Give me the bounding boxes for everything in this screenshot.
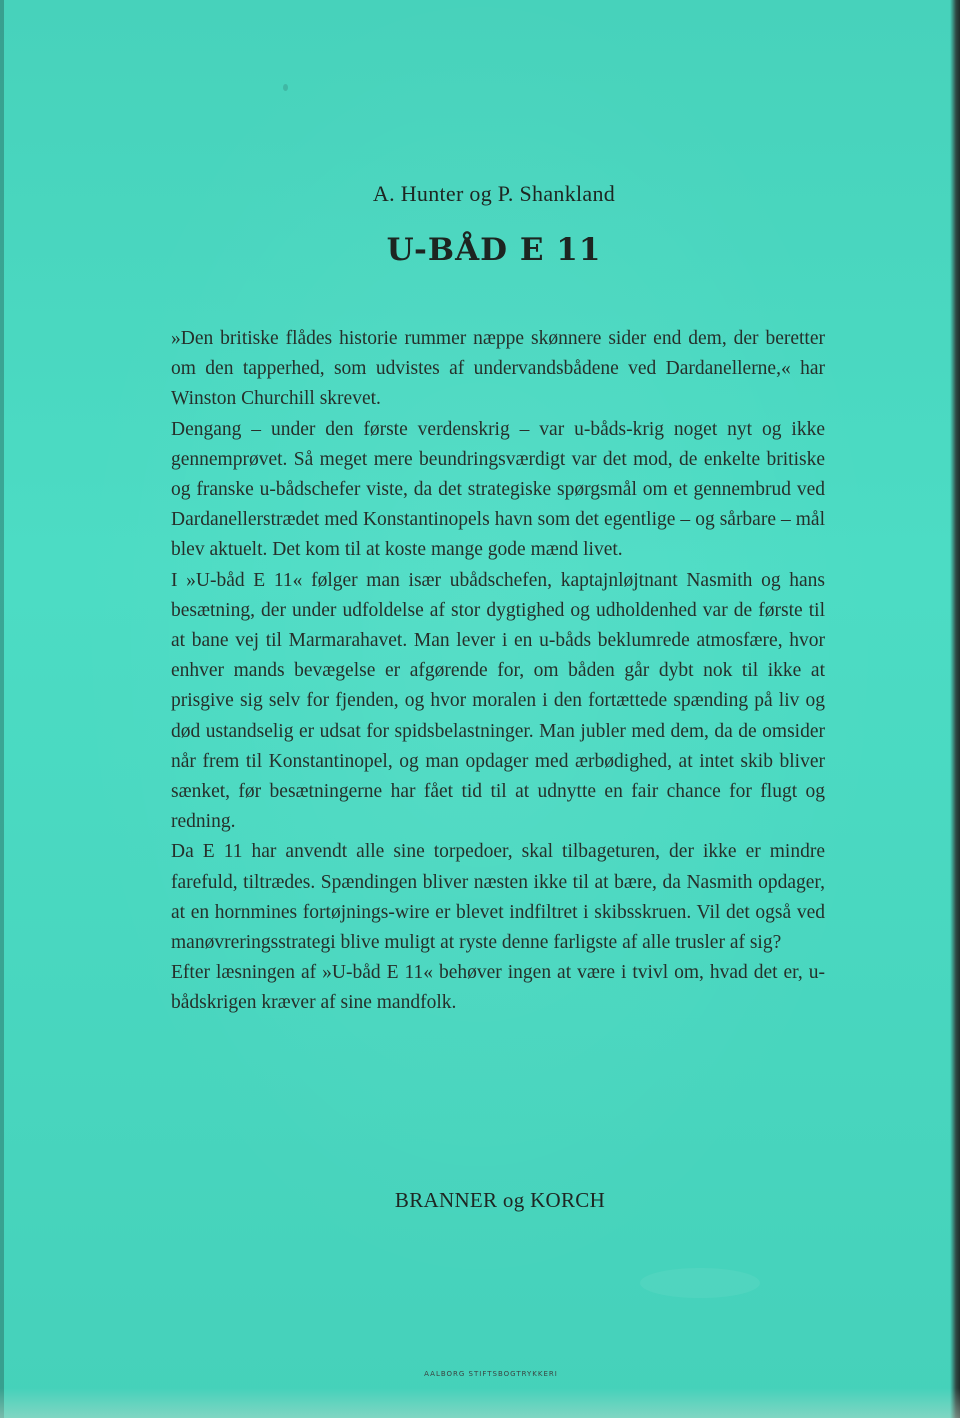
book-title: U-BÅD E 11 bbox=[386, 232, 602, 268]
blurb-paragraph: »Den britiske flådes historie rummer næppe skønnere sider end dem, der beretter om den tapperhed, som udvistes af undervandsbådene ved Dardanellerne,« har Winston Churchill skrevet. bbox=[171, 328, 825, 410]
blurb-paragraph: Efter læsningen af »U-båd E 11« behøver ingen at være i tvivl om, hvad det er, u-bådskrigen kræver af sine mandfolk. bbox=[171, 962, 825, 1014]
blurb-paragraph: Da E 11 har anvendt alle sine torpedoer, skal tilbageturen, der ikke er mindre farefuld, tiltrædes. Spændingen bliver næsten ikke til at bære, da Nasmith opdager, at en hornmines fortøjnings-wire er blevet indfiltret i skibsskruen. Vil det også ved manøvreringsstrategi blive muligt at ryste denne farligste af alle trusler af sig? bbox=[171, 841, 825, 954]
printer-imprint: AALBORG STIFTSBOGTRYKKERI bbox=[424, 1370, 558, 1378]
blurb-paragraph: Dengang – under den første verdenskrig – var u-båds-krig noget nyt og ikke gennemprøvet. Så meget mere beundringsværdigt var det mod, de enkelte britiske og franske u-bådschefer viste, da det strategiske spørgsmål om et gennembrud ved Dardanellerstrædet med Konstantinopels havn som det egentlige – og sårbare – mål blev aktuelt. Det kom til at koste mange gode mænd livet. bbox=[171, 418, 825, 561]
book-authors: A. Hunter og P. Shankland bbox=[372, 181, 616, 206]
publisher-name: BRANNER og KORCH bbox=[394, 1188, 606, 1212]
cover-worn-bottom-edge bbox=[0, 1388, 960, 1418]
blurb-paragraph: I »U-båd E 11« følger man især ubådschefen, kaptajnløjtnant Nasmith og hans besætning, der under udfoldelse af stor dygtighed og udholdenhed var de første til at bane vej til Marmarahavet. Man lever i en u-båds beklumrede atmosfære, hvor enhver mands bevægelse er afgørende for, om båden går dybt nok til ikke at prisgive sig selv for fjenden, og hvor moralen i den fortættede spænding på liv og død ustandselig er udsat for spidsbelastninger. Man jubler med dem, da de omsider når frem til Konstantinopel, og man opdager med ærbødighed, at intet skib bliver sænket, før besætningerne har fået tid til at udnytte en fair chance for flugt og redning. bbox=[171, 569, 825, 833]
blurb-text bbox=[171, 324, 825, 1019]
ink-speck bbox=[283, 84, 288, 91]
wear-mark bbox=[640, 1268, 760, 1298]
